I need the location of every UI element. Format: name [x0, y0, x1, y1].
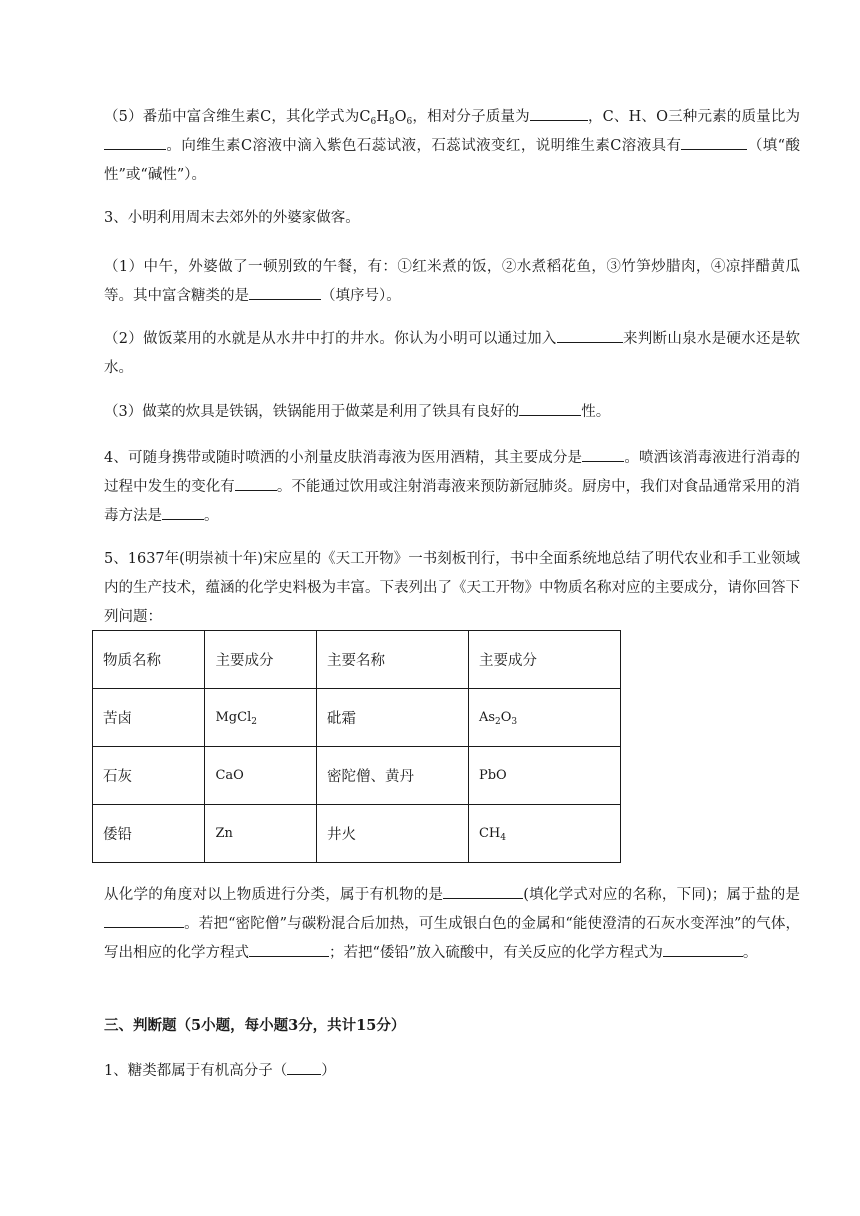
- table-cell: PbO: [468, 747, 620, 805]
- question-3-2: （2）做饭菜用的水就是从水井中打的井水。你认为小明可以通过加入 来判断山泉水是硬水还是软水。: [104, 325, 800, 383]
- answer-blank[interactable]: [249, 284, 321, 300]
- question-4: 4、可随身携带或随时喷洒的小剂量皮肤消毒液为医用酒精，其主要成分是 。喷洒该消毒液进行消毒的过程中发生的变化有 。不能通过饮用或注射消毒液来预防新冠肺炎。厨房中，我们对食品通常采用的消毒方法是 。: [104, 444, 800, 531]
- table-cell: 井火: [316, 805, 468, 863]
- answer-blank[interactable]: [443, 883, 523, 899]
- table-row: [93, 689, 621, 747]
- question-2-5: （5）番茄中富含维生素C，其化学式为$C_6H_8O_6$，相对分子质量为 ，C、H、O三种元素的质量比为。向维生素C溶液中滴入紫色石蕊试液，石蕊试液变红，说明维生素C溶液具有 （填“酸性”或“碱性”）。: [104, 103, 800, 190]
- table-cell: 石灰: [93, 747, 205, 805]
- judgement-question-1: 1、糖类都属于有机高分子（ ）: [104, 1057, 800, 1086]
- answer-blank[interactable]: [681, 134, 747, 150]
- answer-blank[interactable]: [663, 941, 743, 957]
- table-header-row: [93, 631, 621, 689]
- table-cell: $CH_4$: [468, 805, 620, 863]
- table-cell: 倭铅: [93, 805, 205, 863]
- question-3-title: 3、小明利用周末去郊外的外婆家做客。: [104, 210, 360, 226]
- answer-blank[interactable]: [104, 134, 166, 150]
- question-5-prompt: 从化学的角度对以上物质进行分类，属于有机物的是 (填化学式对应的名称，下同)；属于盐的是。若把“密陀僧”与碳粉混合后加热，可生成银白色的金属和“能使澄清的石灰水变浑浊”的气体，写出相应的化学方程式 ；若把“倭铅”放入硫酸中，有关反应的化学方程式为 。: [104, 881, 800, 968]
- answer-blank[interactable]: [104, 912, 184, 928]
- substance-table: [92, 630, 621, 863]
- answer-blank[interactable]: [582, 446, 624, 462]
- question-3-3: （3）做菜的炊具是铁锅，铁锅能用于做菜是利用了铁具有良好的 性。: [104, 398, 800, 427]
- table-row: [93, 805, 621, 863]
- answer-blank[interactable]: [235, 475, 277, 491]
- answer-blank[interactable]: [519, 400, 581, 416]
- answer-blank[interactable]: [287, 1059, 321, 1075]
- table-header-cell: 主要成分: [468, 631, 620, 689]
- table-cell: 苦卤: [93, 689, 205, 747]
- table-cell: 密陀僧、黄丹: [316, 747, 468, 805]
- table-cell: $As_2O_3$: [468, 689, 620, 747]
- table-header-cell: 物质名称: [93, 631, 205, 689]
- table-header-cell: 主要名称: [316, 631, 468, 689]
- question-3-1: （1）中午，外婆做了一顿别致的午餐，有：①红米煮的饭，②水煮稻花鱼，③竹笋炒腊肉，④凉拌醋黄瓜等。其中富含糖类的是 （填序号）。: [104, 259, 800, 304]
- answer-blank[interactable]: [557, 327, 623, 343]
- table-row: [93, 747, 621, 805]
- question-5-intro: 5、1637年(明崇祯十年)宋应星的《天工开物》一书刻板刊行，书中全面系统地总结了明代农业和手工业领域内的生产技术，蕴涵的化学史料极为丰富。下表列出了《天工开物》中物质名称对应的主要成分，请你回答下列问题：: [104, 551, 800, 625]
- answer-blank[interactable]: [162, 504, 204, 520]
- answer-blank[interactable]: [530, 105, 588, 121]
- table-cell: Zn: [205, 805, 316, 863]
- answer-blank[interactable]: [249, 941, 329, 957]
- table-header-cell: 主要成分: [205, 631, 316, 689]
- section-heading: 三、判断题（5小题，每小题3分，共计15分）: [104, 1017, 406, 1034]
- table-cell: MgCl$_2$: [205, 689, 316, 747]
- table-cell: CaO: [205, 747, 316, 805]
- table-cell: 砒霜: [316, 689, 468, 747]
